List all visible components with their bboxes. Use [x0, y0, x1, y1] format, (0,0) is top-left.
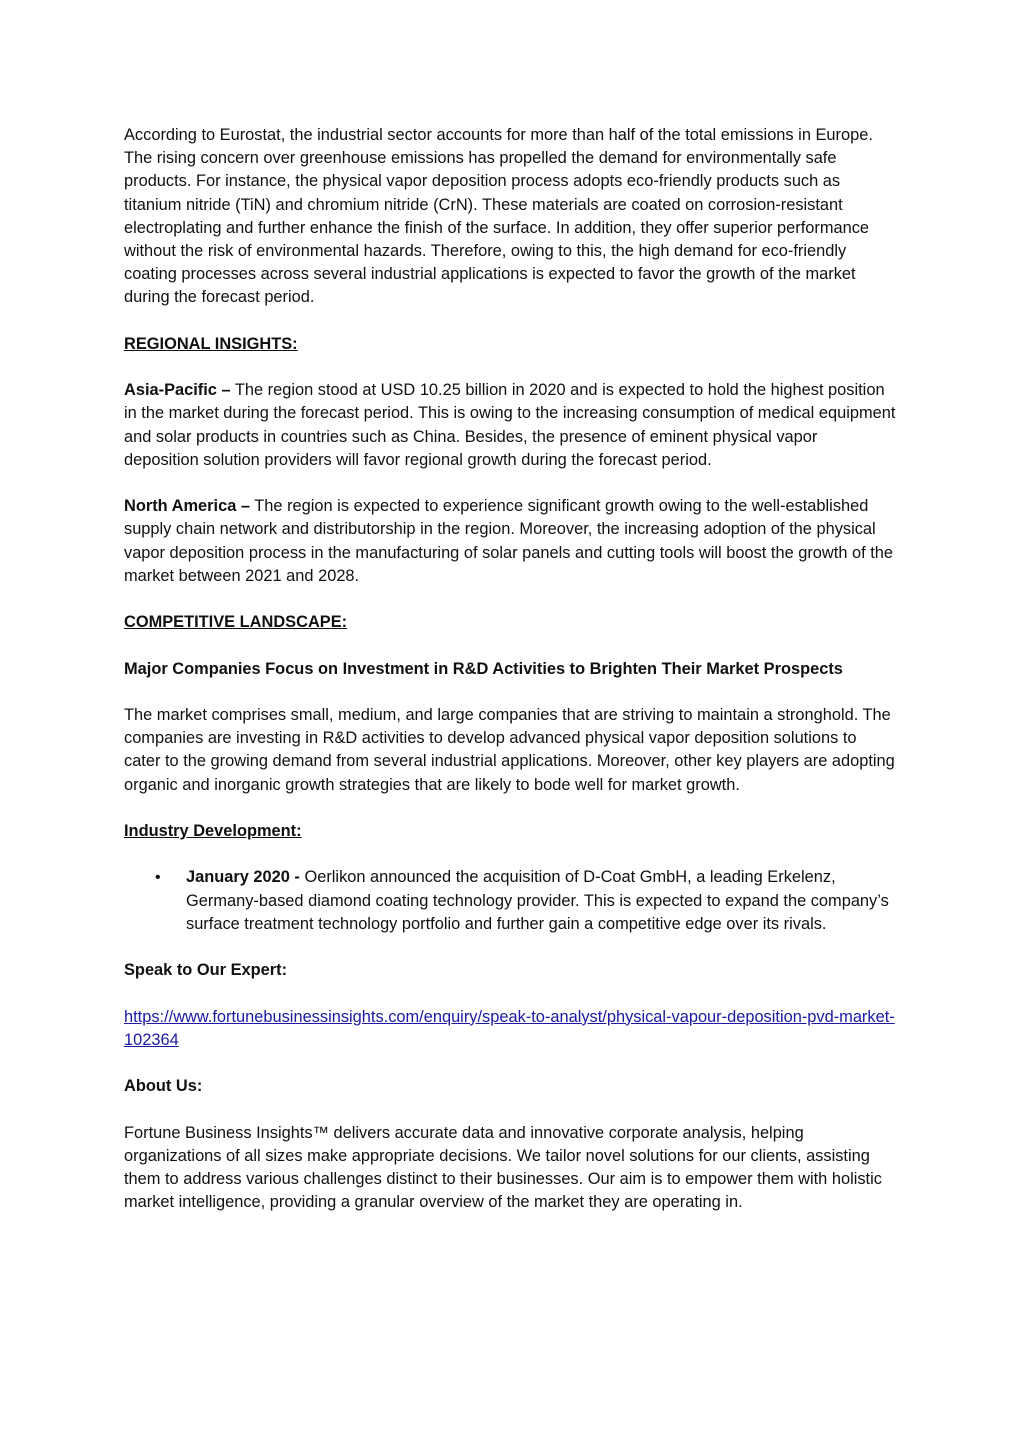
document-page [124, 124, 896, 1238]
expert-link-paragraph [124, 1006, 896, 1052]
development-date: January 2020 - [186, 868, 300, 887]
north-america-label: North America – [124, 497, 251, 516]
intro-paragraph: According to Eurostat, the industrial sector accounts for more than half of the total emissions in Europe. The rising concern over greenhouse emissions has propelled the demand for environmentally safe products. For instance, the physical vapor deposition process adopts eco-friendly products such as titanium nitride (TiN) and chromium nitride (CrN). These materials are coated on corrosion-resistant electroplating and further enhance the finish of the surface. In addition, they offer superior performance without the risk of environmental hazards. Therefore, owing to this, the high demand for eco-friendly coating processes across several industrial applications is expected to favor the growth of the market during the forecast period. [124, 126, 873, 307]
regional-insights-heading: REGIONAL INSIGHTS: [124, 334, 298, 353]
development-text: Oerlikon announced the acquisition of D-Coat GmbH, a leading Erkelenz, Germany-based diamond coating technology provider. This is expected to expand the company’s surface treatment technology portfolio and further gain a competitive edge over its rivals. [186, 868, 889, 933]
speak-to-expert-heading: Speak to Our Expert: [124, 961, 288, 980]
competitive-landscape-heading: COMPETITIVE LANDSCAPE: [124, 613, 348, 632]
competitive-paragraph: The market comprises small, medium, and large companies that are striving to maintain a stronghold. The companies are investing in R&D activities to develop advanced physical vapor deposition solutions to cater to the growing demand from several industrial applications. Moreover, other key players are adopting organic and inorganic growth strategies that are likely to bode well for market growth. [124, 705, 895, 794]
asia-pacific-label: Asia-Pacific – [124, 381, 231, 400]
about-us-paragraph: Fortune Business Insights™ delivers accurate data and innovative corporate analysis, helping organizations of all sizes make appropriate decisions. We tailor novel solutions for our clients, assisting them to address various challenges distinct to their businesses. Our aim is to empower them with holistic market intelligence, providing a granular overview of the market they are operating in. [124, 1123, 882, 1212]
competitive-subheading: Major Companies Focus on Investment in R&D Activities to Brighten Their Market Prospects [124, 659, 843, 678]
industry-development-list [124, 866, 896, 936]
asia-pacific-text: The region stood at USD 10.25 billion in 2020 and is expected to hold the highest position in the market during the forecast period. This is owing to the increasing consumption of medical equipment and solar products in countries such as China. Besides, the presence of eminent physical vapor deposition solution providers will favor regional growth during the forecast period. [124, 381, 896, 469]
asia-pacific-paragraph [124, 379, 896, 472]
about-us-heading: About Us: [124, 1077, 203, 1096]
list-item [155, 866, 896, 936]
speak-to-analyst-link[interactable]: https://www.fortunebusinessinsights.com/enquiry/speak-to-analyst/physical-vapour-deposition-pvd-market-102364 [124, 1007, 895, 1049]
north-america-paragraph [124, 495, 896, 588]
industry-development-heading: Industry Development: [124, 821, 302, 840]
north-america-text: The region is expected to experience significant growth owing to the well-established supply chain network and distributorship in the region. Moreover, the increasing adoption of the physical vapor deposition process in the manufacturing of solar panels and cutting tools will boost the growth of the market between 2021 and 2028. [124, 497, 893, 585]
bullet-icon: • [155, 869, 161, 887]
